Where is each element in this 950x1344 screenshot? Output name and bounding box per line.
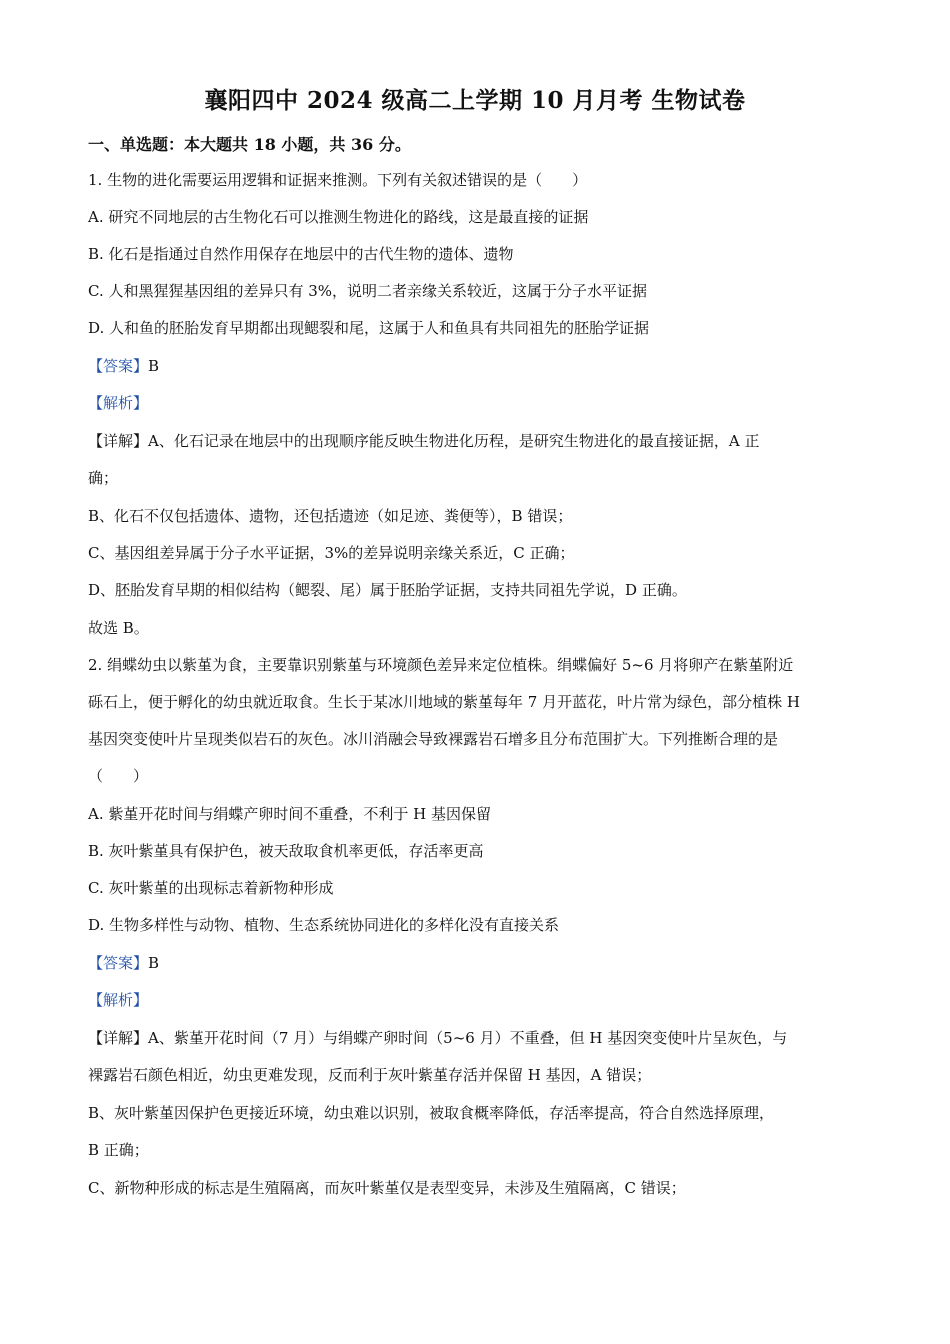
q2-option-b: B. 灰叶紫堇具有保护色，被天敌取食机率更低，存活率更高 — [88, 842, 484, 860]
q2-answer-tag: 【答案】 — [88, 954, 149, 972]
q1-detail-line-2: B、化石不仅包括遗体、遗物，还包括遗迹（如足迹、粪便等），B 错误； — [88, 507, 573, 525]
q1-detail-line-1b: 确； — [88, 469, 119, 487]
q2-detail-line-2b: B 正确； — [88, 1141, 149, 1159]
q1-detail-line-3: C、基因组差异属于分子水平证据，3%的差异说明亲缘关系近，C 正确； — [88, 544, 575, 562]
page-title: 襄阳四中 2024 级高二上学期 10 月月考 生物试卷 — [204, 87, 746, 114]
q1-detail-line-1 — [88, 431, 878, 451]
q1-detail-tag: 【详解】 — [88, 432, 149, 450]
q1-answer-tag: 【答案】 — [88, 357, 149, 375]
section-heading: 一、单选题：本大题共 18 小题，共 36 分。 — [88, 135, 411, 154]
q1-option-d: D. 人和鱼的胚胎发育早期都出现鳃裂和尾，这属于人和鱼具有共同祖先的胚胎学证据 — [88, 319, 650, 337]
q2-detail-text-1: A、紫堇开花时间（7 月）与绢蝶产卵时间（5~6 月）不重叠，但 H 基因突变使叶片呈灰色，与 — [148, 1029, 788, 1047]
q1-option-a: A. 研究不同地层的古生物化石可以推测生物进化的路线，这是最直接的证据 — [88, 208, 589, 226]
q1-detail-text-1: A、化石记录在地层中的出现顺序能反映生物进化历程，是研究生物进化的最直接证据，A 正 — [148, 432, 760, 450]
q2-detail-line-1 — [88, 1028, 878, 1048]
q1-detail-line-4: D、胚胎发育早期的相似结构（鳃裂、尾）属于胚胎学证据，支持共同祖先学说，D 正确。 — [88, 581, 687, 599]
q1-stem: 1. 生物的进化需要运用逻辑和证据来推测。下列有关叙述错误的是（ ） — [88, 171, 588, 189]
q2-stem-line-4: （ ） — [88, 767, 149, 785]
q2-detail-line-3: C、新物种形成的标志是生殖隔离，而灰叶紫堇仅是表型变异，未涉及生殖隔离，C 错误； — [88, 1179, 686, 1197]
q1-answer — [88, 356, 878, 376]
q1-option-c: C. 人和黑猩猩基因组的差异只有 3%，说明二者亲缘关系较近，这属于分子水平证据 — [88, 282, 648, 300]
q2-analysis-tag: 【解析】 — [88, 991, 149, 1009]
q2-option-a: A. 紫堇开花时间与绢蝶产卵时间不重叠，不利于 H 基因保留 — [88, 805, 491, 823]
q1-analysis-tag: 【解析】 — [88, 394, 149, 412]
q1-answer-value: B — [148, 357, 160, 375]
q2-answer — [88, 953, 878, 973]
q2-detail-tag: 【详解】 — [88, 1029, 149, 1047]
q2-detail-line-2: B、灰叶紫堇因保护色更接近环境，幼虫难以识别，被取食概率降低，存活率提高，符合自然选择原理， — [88, 1104, 775, 1122]
q1-option-b: B. 化石是指通过自然作用保存在地层中的古代生物的遗体、遗物 — [88, 245, 514, 263]
q2-detail-line-1b: 裸露岩石颜色相近，幼虫更难发现，反而利于灰叶紫堇存活并保留 H 基因，A 错误； — [88, 1066, 652, 1084]
q2-stem-line-2: 砾石上，便于孵化的幼虫就近取食。生长于某冰川地域的紫堇每年 7 月开蓝花，叶片常为绿色，部分植株 H — [88, 693, 800, 711]
q2-answer-value: B — [148, 954, 160, 972]
q2-option-c: C. 灰叶紫堇的出现标志着新物种形成 — [88, 879, 334, 897]
q2-option-d: D. 生物多样性与动物、植物、生态系统协同进化的多样化没有直接关系 — [88, 916, 560, 934]
q2-stem-line-3: 基因突变使叶片呈现类似岩石的灰色。冰川消融会导致裸露岩石增多且分布范围扩大。下列推断合理的是 — [88, 730, 779, 748]
q2-stem-line-1: 2. 绢蝶幼虫以紫堇为食，主要靠识别紫堇与环境颜色差异来定位植株。绢蝶偏好 5~6 月将卵产在紫堇附近 — [88, 656, 794, 674]
q1-conclusion: 故选 B。 — [88, 619, 149, 637]
